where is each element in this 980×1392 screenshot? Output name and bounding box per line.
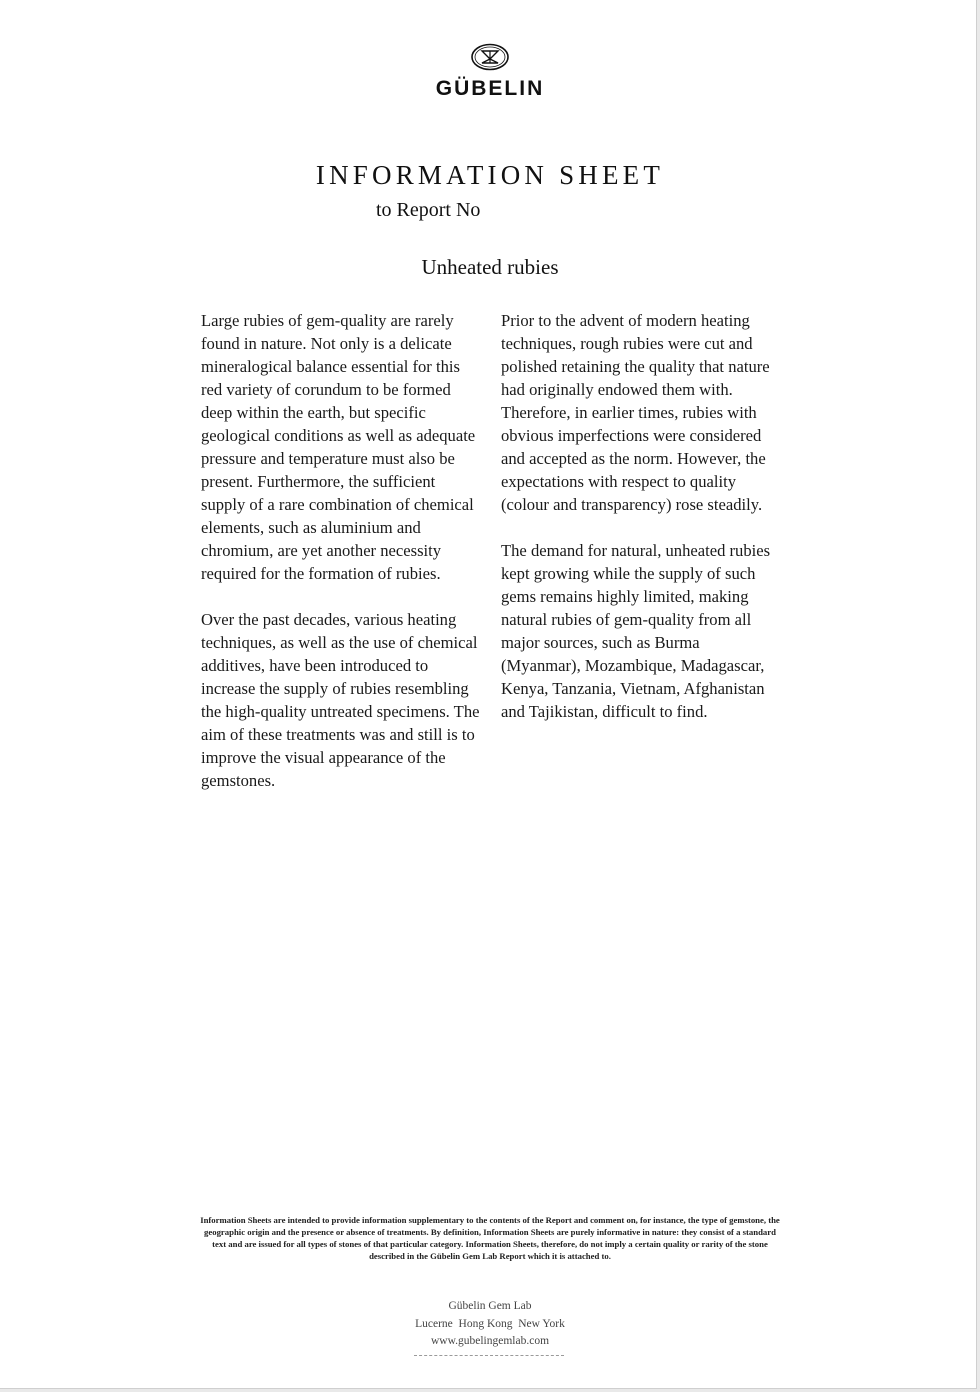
sheet-title: INFORMATION SHEET bbox=[315, 160, 665, 190]
body-column-left bbox=[201, 309, 483, 815]
footer bbox=[0, 1298, 980, 1351]
paragraph: Over the past decades, various heating techniques, as well as the use of chemical additives, have been introduced to increase the supply of rubies resembling the high-quality untreated specimens. The aim of these treatments was and still is to improve the visual appearance of the gemstones. bbox=[201, 610, 480, 790]
footer-lab-name: Gübelin Gem Lab bbox=[448, 1300, 532, 1312]
paragraph: Large rubies of gem-quality are rarely found in nature. Not only is a delicate mineralogical balance essential for this red variety of corundum to be formed deep within the earth, but specific geological conditions as well as adequate pressure and temperature must also be present. Furthermore, the sufficient supply of a rare combination of chemical elements, such as aluminium and chromium, are yet another necessity required for the formation of rubies. bbox=[201, 311, 476, 583]
topic-heading: Unheated rubies bbox=[421, 255, 559, 279]
footer-divider bbox=[414, 1355, 564, 1356]
paragraph: The demand for natural, unheated rubies kept growing while the supply of such gems remains highly limited, making natural rubies of gem-quality from all major sources, such as Burma (Myanmar), Mozambique, Madagascar, Kenya, Tanzania, Vietnam, Afghanistan and Tajikistan, difficult to find. bbox=[501, 541, 771, 721]
brand-name: GÜBELIN bbox=[435, 77, 545, 100]
paragraph: Prior to the advent of modern heating techniques, rough rubies were cut and polished retaining the quality that nature had originally endowed them with. Therefore, in earlier times, rubies with obvious imperfections were considered and accepted as the norm. However, the expectations with respect to quality (colour and transparency) rose steadily. bbox=[501, 311, 770, 514]
footer-cities: Lucerne Hong Kong New York bbox=[415, 1317, 565, 1330]
body-column-right bbox=[501, 309, 783, 746]
report-number-label: to Report No bbox=[376, 199, 481, 221]
disclaimer-text: Information Sheets are intended to provide information supplementary to the contents of the Report and comment on, for instance, the type of gemstone, the geographic origin and the presence or absence of treatments. By definition, Information Sheets are purely informative in nature: they consist of a standard text and are issued for all types of stones of that particular category. Information Sheets, therefore, do not imply a certain quality or rarity of the stone described in the Gübelin Gem Lab Report which it is attached to. bbox=[200, 1215, 780, 1261]
footer-website: www.gubelingemlab.com bbox=[430, 1335, 550, 1347]
gubelin-emblem-icon bbox=[469, 42, 511, 72]
gubelin-logo bbox=[410, 42, 570, 101]
